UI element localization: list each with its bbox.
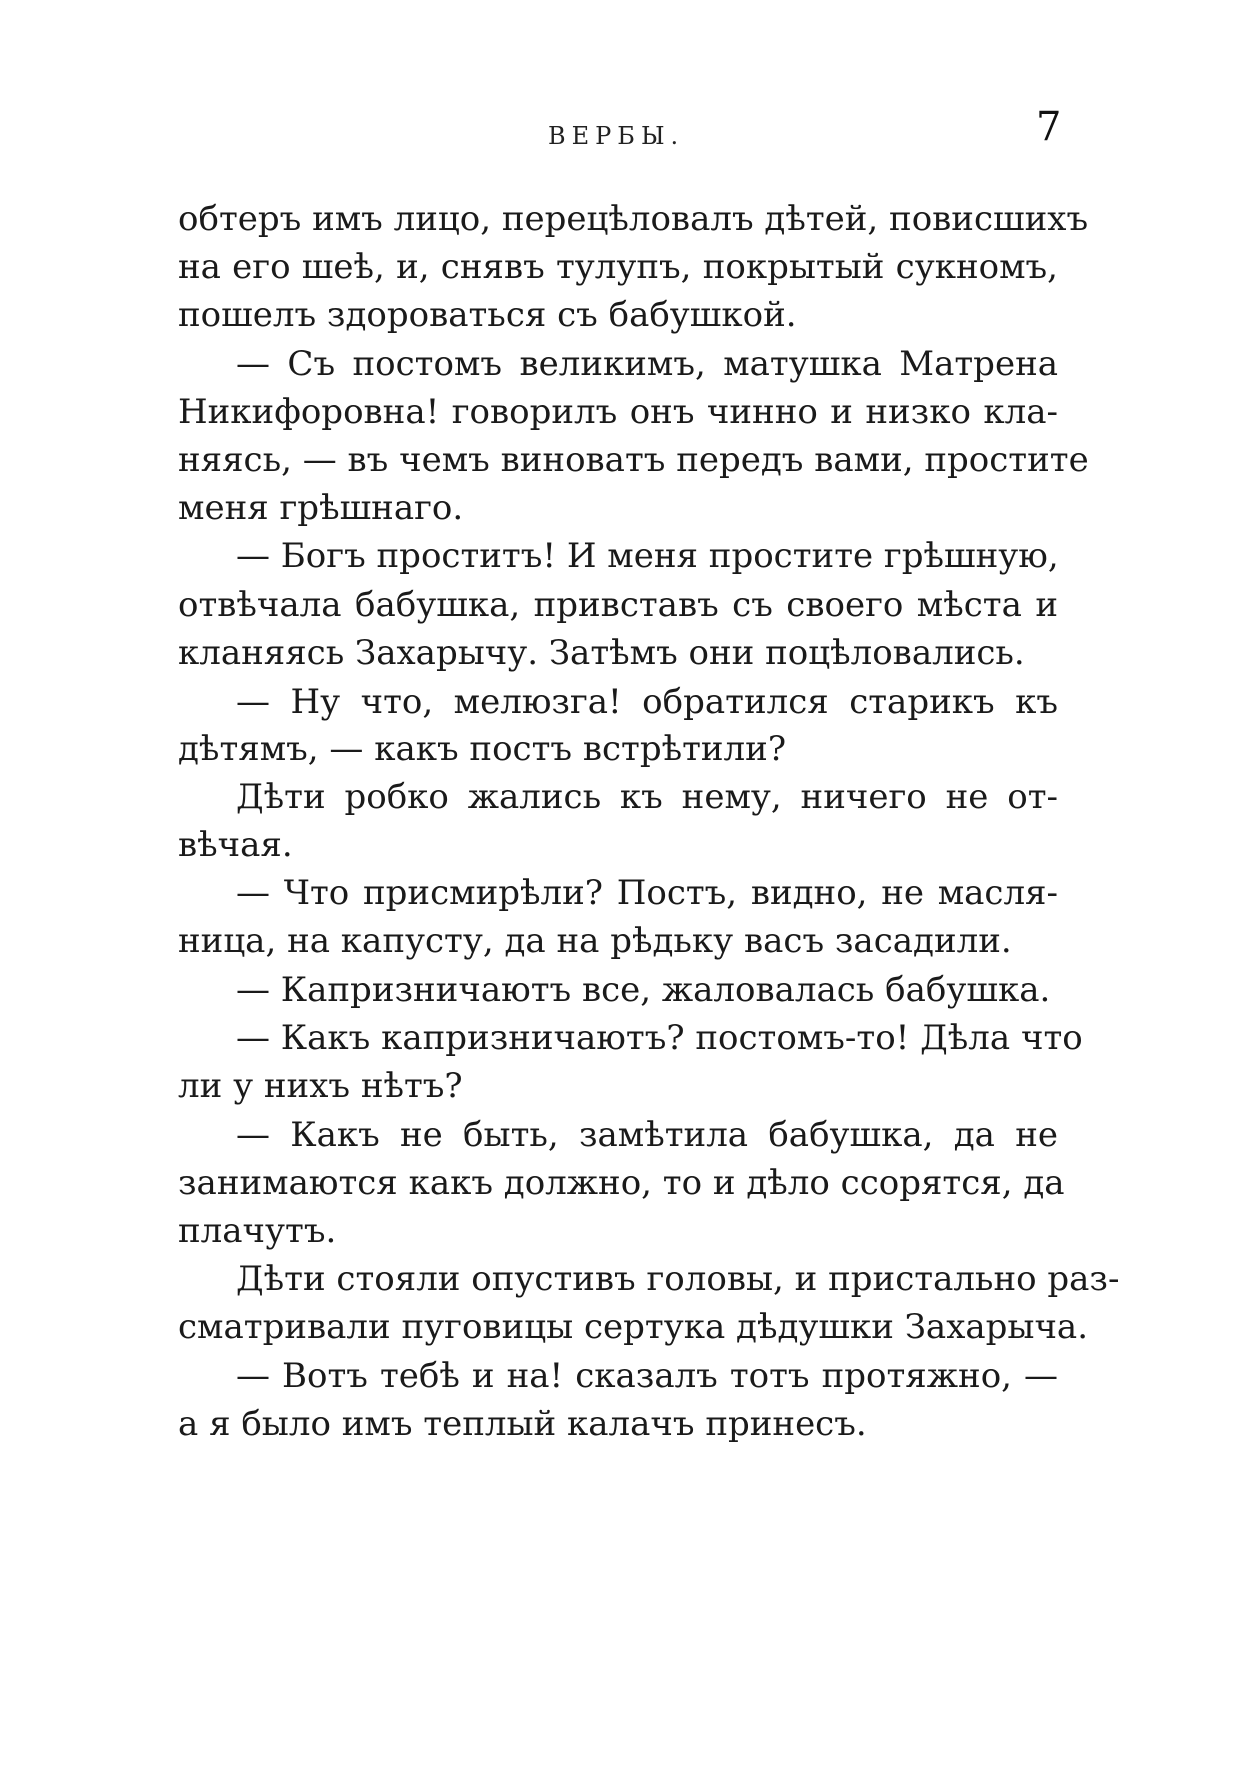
text-line: Дѣти стояли опустивъ головы, и пристально раз- <box>236 1259 1120 1299</box>
text-line: ли у нихъ нѣтъ? <box>178 1066 463 1106</box>
running-title: ВЕРБЫ. <box>548 122 685 150</box>
text-line: а я было имъ теплый калачъ принесъ. <box>178 1404 867 1444</box>
text-line: — Вотъ тебѣ и на! сказалъ тотъ протяжно, — <box>236 1356 1058 1396</box>
text-line: на его шеѣ, и, снявъ тулупъ, покрытый сукномъ, <box>178 247 1058 287</box>
text-line: — Капризничаютъ все, жаловалась бабушка. <box>236 970 1051 1010</box>
text-line: занимаются какъ должно, то и дѣло ссорятся, да <box>178 1163 1065 1203</box>
page-number: 7 <box>1036 104 1062 150</box>
text-line: — Съ постомъ великимъ, матушка Матрена <box>236 344 1058 384</box>
text-line: обтеръ имъ лицо, перецѣловалъ дѣтей, повисшихъ <box>178 199 1089 239</box>
text-line: — Богъ проститъ! И меня простите грѣшную, <box>236 536 1059 576</box>
text-line: Дѣти робко жались къ нему, ничего не от- <box>236 777 1058 817</box>
text-line: дѣтямъ, — какъ постъ встрѣтили? <box>178 729 787 769</box>
text-line: — Ну что, мелюзга! обратился старикъ къ <box>236 682 1058 722</box>
text-line: меня грѣшнаго. <box>178 488 464 528</box>
text-line: плачутъ. <box>178 1211 337 1251</box>
text-line: ница, на капусту, да на рѣдьку васъ засадили. <box>178 921 1012 961</box>
text-line: няясь, — въ чемъ виноватъ передъ вами, простите <box>178 440 1089 480</box>
text-line: сматривали пуговицы сертука дѣдушки Захарыча. <box>178 1307 1089 1347</box>
text-line: — Какъ капризничаютъ? постомъ-то! Дѣла что <box>236 1018 1083 1058</box>
text-line: кланяясь Захарычу. Затѣмъ они поцѣловались. <box>178 633 1025 673</box>
text-line: пошелъ здороваться съ бабушкой. <box>178 295 797 335</box>
text-line: Никифоровна! говорилъ онъ чинно и низко кла- <box>178 392 1058 432</box>
text-line: — Какъ не быть, замѣтила бабушка, да не <box>236 1115 1058 1155</box>
text-line: отвѣчала бабушка, привставъ съ своего мѣста и <box>178 585 1058 625</box>
text-line: вѣчая. <box>178 825 293 865</box>
text-line: — Что присмирѣли? Постъ, видно, не масля- <box>236 873 1058 913</box>
